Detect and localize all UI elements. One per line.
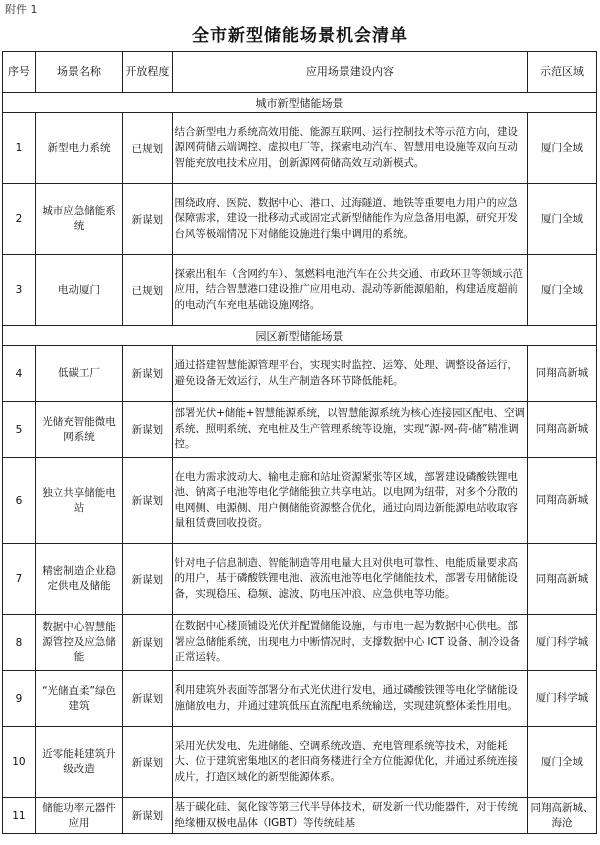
row-name: 城市应急储能系统 [35,184,122,255]
row-status: 新谋划 [123,184,172,255]
attachment-label: 附件 1 [5,3,38,16]
row-area: 厦门科学城 [528,671,597,727]
table-header-row [3,52,597,93]
row-area: 同翔高新城 [528,458,597,544]
header-name: 场景名称 [35,52,122,93]
row-no: 5 [3,402,36,458]
row-status: 新谋划 [123,727,172,798]
section-label: 城市新型储能场景 [3,93,597,113]
row-status: 新谋划 [123,544,172,615]
row-content: 采用光伏发电、先进储能、空调系统改造、充电管理系统等技术，对能耗大、位于建筑密集地区的老旧商务楼进行全方位能源优化，并通过系统连接成片，打造区域化的新型能源体系。 [172,727,528,798]
row-content: 在数据中心楼顶铺设光伏并配置储能设施，与市电一起为数据中心供电。部署应急储能系统，出现电力中断情况时，支撑数据中心 ICT 设备、制冷设备正常运转。 [172,615,528,671]
row-no: 7 [3,544,36,615]
row-status: 新谋划 [123,346,172,402]
row-area: 厦门全域 [528,255,597,326]
row-status: 新谋划 [123,402,172,458]
row-name: 储能功率元器件应用 [35,798,122,834]
row-name: 独立共享储能电站 [35,458,122,544]
row-status: 已规划 [123,113,172,184]
row-area: 厦门全域 [528,113,597,184]
row-content: 结合新型电力系统高效用能、能源互联网、运行控制技术等示范方向，建设源网荷储云端调控、虚拟电厂等，探索电动汽车、智慧用电设施等双向互动智能充放电技术应用，创新源网荷储高效互动新模式。 [172,113,528,184]
table-row [3,671,597,727]
row-no: 6 [3,458,36,544]
row-no: 1 [3,113,36,184]
section-label: 园区新型储能场景 [3,326,597,346]
table-row [3,798,597,834]
row-area: 厦门全域 [528,727,597,798]
row-name: 近零能耗建筑升级改造 [35,727,122,798]
row-content: 探索出租车（含网约车）、氢燃料电池汽车在公共交通、市政环卫等领域示范应用，结合智慧港口建设推广应用电动、混动等新能源船舶，构建适度超前的电动汽车充电基础设施网络。 [172,255,528,326]
row-name: 数据中心智慧能源管控及应急储能 [35,615,122,671]
row-no: 10 [3,727,36,798]
row-name: 光储充智能微电网系统 [35,402,122,458]
row-no: 3 [3,255,36,326]
row-area: 同翔高新城 [528,346,597,402]
table-row [3,458,597,544]
header-status: 开放程度 [123,52,172,93]
row-area: 同翔高新城、海沧 [528,798,597,834]
header-no: 序号 [3,52,36,93]
header-content: 应用场景建设内容 [172,52,528,93]
header-area: 示范区域 [528,52,597,93]
section-row [3,326,597,346]
page-title: 全市新型储能场景机会清单 [192,26,408,46]
row-no: 9 [3,671,36,727]
row-name: “光储直柔”绿色建筑 [35,671,122,727]
row-area: 厦门科学城 [528,615,597,671]
table-row [3,402,597,458]
row-content: 基于碳化硅、氮化镓等第三代半导体技术，研发新一代功能器件，对于传统绝缘栅双极电晶体（IGBT）等传统硅基 [172,798,528,834]
row-content: 利用建筑外表面等部署分布式光伏进行发电，通过磷酸铁锂等电化学储能设施储放电力，并通过建筑低压直流配电系统输送，实现建筑整体柔性用电。 [172,671,528,727]
row-status: 新谋划 [123,615,172,671]
row-no: 2 [3,184,36,255]
row-no: 11 [3,798,36,834]
table-row [3,615,597,671]
row-status: 新谋划 [123,798,172,834]
row-status: 新谋划 [123,671,172,727]
table-row [3,346,597,402]
row-name: 低碳工厂 [35,346,122,402]
row-content: 部署光伏+储能+智慧能源系统，以智慧能源系统为核心连接园区配电、空调系统、照明系统、充电桩及生产管理系统等设施，实现“源-网-荷-储”精准调控。 [172,402,528,458]
row-no: 4 [3,346,36,402]
row-content: 针对电子信息制造、智能制造等用电量大且对供电可靠性、电能质量要求高的用户，基于磷酸铁锂电池、液流电池等电化学储能技术，部署专用储能设备，实现稳压、稳频、滤波、防电压冲浪、应急供电等功能。 [172,544,528,615]
table-row [3,113,597,184]
row-content: 围绕政府、医院、数据中心、港口、过海隧道、地铁等重要电力用户的应急保障需求，建设一批移动式或固定式新型储能作为应急备用电源，研究开发台风等极端情况下对储能设施进行集中调用的系统。 [172,184,528,255]
row-name: 电动厦门 [35,255,122,326]
row-area: 厦门全域 [528,184,597,255]
section-row [3,93,597,113]
table-row [3,544,597,615]
row-content: 通过搭建智慧能源管理平台，实现实时监控、运筹、处理、调整设备运行，避免设备无效运行，从生产制造各环节降低能耗。 [172,346,528,402]
row-status: 新谋划 [123,458,172,544]
table-row [3,727,597,798]
table-row [3,184,597,255]
scenario-table [2,51,597,834]
row-name: 精密制造企业稳定供电及储能 [35,544,122,615]
table-row [3,255,597,326]
row-no: 8 [3,615,36,671]
row-name: 新型电力系统 [35,113,122,184]
row-area: 同翔高新城 [528,544,597,615]
row-status: 已规划 [123,255,172,326]
row-content: 在电力需求波动大、输电走廊和站址资源紧张等区域，部署建设磷酸铁锂电池、钠离子电池等电化学储能独立共享电站。以电网为纽带，对多个分散的电网侧、电源侧、用户侧储能资源整合优化，通过向周边新能源电站收取容量租赁费回收投资。 [172,458,528,544]
row-area: 同翔高新城 [528,402,597,458]
